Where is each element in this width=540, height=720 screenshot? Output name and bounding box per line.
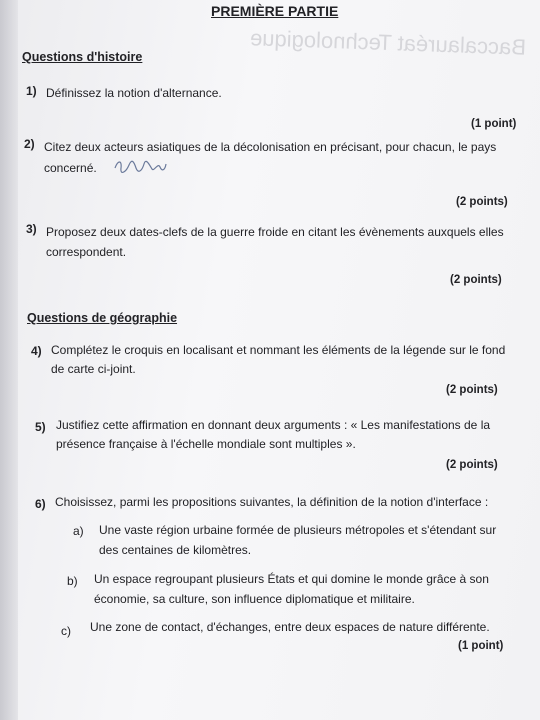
q6-option-b-line1: Un espace regroupant plusieurs États et qui domine le monde grâce à son — [94, 572, 489, 586]
q1-number: 1) — [26, 84, 37, 98]
q4-text-line1: Complétez le croquis en localisant et nommant les éléments de la légende sur le fond — [51, 343, 506, 357]
q5-points: (2 points) — [446, 459, 498, 471]
q6-points: (1 point) — [458, 640, 504, 652]
q6-option-a-line2: des centaines de kilomètres. — [99, 543, 252, 557]
q2-number: 2) — [24, 137, 35, 151]
q6-option-b-line2: économie, sa culture, son influence diplomatique et militaire. — [94, 592, 415, 606]
q6-option-a-label: a) — [73, 524, 84, 538]
handwritten-scribble — [112, 156, 168, 176]
q2-text-line2: concerné. — [44, 161, 97, 175]
q6-option-c-line1: Une zone de contact, d'échanges, entre deux espaces de nature différente. — [90, 620, 490, 634]
page-title: PREMIÈRE PARTIE — [211, 3, 339, 19]
q6-option-c-label: c) — [61, 624, 71, 638]
geography-heading: Questions de géographie — [27, 311, 178, 325]
q2-text-line1: Citez deux acteurs asiatiques de la décolonisation en précisant, pour chacun, le pays — [44, 140, 497, 154]
q5-text-line1: Justifiez cette affirmation en donnant deux arguments : « Les manifestations de la — [56, 418, 491, 432]
q4-points: (2 points) — [446, 384, 498, 396]
q3-points: (2 points) — [450, 274, 502, 286]
q6-text: Choisissez, parmi les propositions suivantes, la définition de la notion d'interface : — [55, 495, 489, 509]
q6-option-b-label: b) — [67, 574, 78, 588]
q6-number: 6) — [35, 497, 46, 511]
show-through-text: Baccalauréat Technologique — [249, 25, 527, 60]
history-heading: Questions d'histoire — [22, 50, 143, 64]
page-edge-shadow — [0, 0, 18, 720]
q5-number: 5) — [35, 420, 46, 434]
q6-option-a-line1: Une vaste région urbaine formée de plusieurs métropoles et s'étendant sur — [99, 523, 497, 537]
q5-text-line2: présence française à l'échelle mondiale sont multiples ». — [56, 437, 356, 451]
q4-number: 4) — [31, 344, 42, 358]
q3-text-line1: Proposez deux dates-clefs de la guerre froide en citant les évènements auxquels elles — [46, 225, 504, 239]
q1-points: (1 point) — [471, 118, 517, 130]
q2-points: (2 points) — [456, 196, 508, 208]
q4-text-line2: de carte ci-joint. — [51, 362, 136, 376]
q3-number: 3) — [26, 222, 37, 236]
q3-text-line2: correspondent. — [46, 245, 127, 259]
q1-text: Définissez la notion d'alternance. — [46, 86, 222, 100]
